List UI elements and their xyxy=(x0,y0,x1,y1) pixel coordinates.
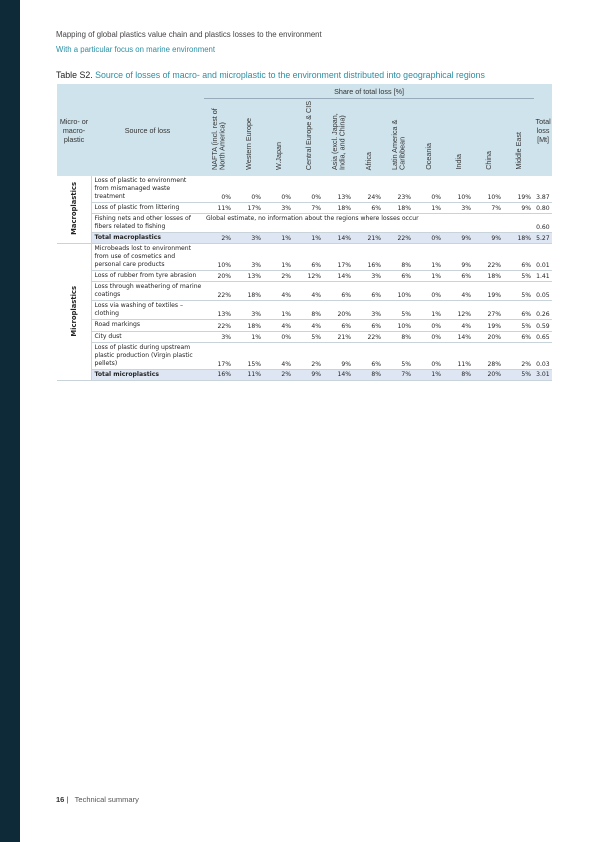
value-cell: 5% xyxy=(384,301,414,320)
value-cell: 22% xyxy=(354,331,384,342)
value-cell: 10% xyxy=(444,176,474,203)
region-header xyxy=(204,99,234,177)
total-value-cell: 2% xyxy=(264,369,294,380)
col-header-total: Total loss [Mt] xyxy=(534,84,552,176)
value-cell: 13% xyxy=(234,271,264,282)
region-header-label: Asia (excl. Japan, India, and China) xyxy=(330,113,347,170)
value-cell: 9% xyxy=(324,342,354,369)
total-cell: 0.65 xyxy=(534,331,552,342)
total-cell: 5.27 xyxy=(534,233,552,244)
value-cell: 4% xyxy=(444,320,474,331)
value-cell: 6% xyxy=(504,301,534,320)
region-header-label: Central Europe & CIS xyxy=(304,100,314,170)
value-cell: 19% xyxy=(474,282,504,301)
total-value-cell: 7% xyxy=(384,369,414,380)
source-cell: Microbeads lost to environment from use of cosmetics and personal care products xyxy=(91,244,204,271)
value-cell: 22% xyxy=(204,320,234,331)
table-row xyxy=(57,320,552,331)
source-cell: Loss of plastic to environment from mismanaged waste treatment xyxy=(91,176,204,203)
value-cell: 4% xyxy=(294,282,324,301)
region-header xyxy=(444,99,474,177)
total-cell: 0.80 xyxy=(534,203,552,214)
value-cell: 19% xyxy=(504,176,534,203)
value-cell: 15% xyxy=(234,342,264,369)
footer-separator: | xyxy=(66,795,69,804)
value-cell: 3% xyxy=(354,301,384,320)
value-cell: 18% xyxy=(324,203,354,214)
region-header-label: Latin America & Caribbean xyxy=(390,119,407,170)
source-cell: Loss through weathering of marine coatings xyxy=(91,282,204,301)
total-label: Total macroplastics xyxy=(91,233,204,244)
value-cell: 3% xyxy=(234,244,264,271)
value-cell: 16% xyxy=(354,244,384,271)
value-cell: 6% xyxy=(504,244,534,271)
value-cell: 21% xyxy=(324,331,354,342)
value-cell: 0% xyxy=(294,176,324,203)
total-row xyxy=(57,233,552,244)
value-cell: 9% xyxy=(444,244,474,271)
page-number: 16 xyxy=(56,795,65,804)
value-cell: 6% xyxy=(294,244,324,271)
total-cell: 0.59 xyxy=(534,320,552,331)
value-cell: 3% xyxy=(204,331,234,342)
value-cell: 0% xyxy=(414,176,444,203)
total-value-cell: 8% xyxy=(354,369,384,380)
total-cell: 0.01 xyxy=(534,244,552,271)
value-cell: 17% xyxy=(204,342,234,369)
value-cell: 23% xyxy=(384,176,414,203)
total-cell: 3.87 xyxy=(534,176,552,203)
running-header-title: Mapping of global plastics value chain and plastics losses to the environment xyxy=(56,30,322,39)
table-row xyxy=(57,331,552,342)
value-cell: 1% xyxy=(414,244,444,271)
region-header-label: W.Japan xyxy=(274,142,284,170)
total-value-cell: 22% xyxy=(384,233,414,244)
region-header-label: Africa xyxy=(364,151,374,170)
table-caption xyxy=(56,70,485,80)
total-value-cell: 5% xyxy=(504,369,534,380)
table-row xyxy=(57,271,552,282)
total-value-cell: 11% xyxy=(234,369,264,380)
value-cell: 4% xyxy=(264,282,294,301)
total-value-cell: 0% xyxy=(414,233,444,244)
total-value-cell: 9% xyxy=(474,233,504,244)
table-row xyxy=(57,282,552,301)
source-cell: Fishing nets and other losses of fibers related to fishing xyxy=(91,214,204,233)
value-cell: 0% xyxy=(264,331,294,342)
region-header xyxy=(354,99,384,177)
value-cell: 27% xyxy=(474,301,504,320)
value-cell: 1% xyxy=(234,331,264,342)
region-header xyxy=(234,99,264,177)
total-value-cell: 18% xyxy=(504,233,534,244)
page-footer xyxy=(56,795,139,804)
value-cell: 5% xyxy=(294,331,324,342)
value-cell: 11% xyxy=(444,342,474,369)
running-header-subtitle: With a particular focus on marine environment xyxy=(56,45,216,54)
source-cell: Loss of plastic from littering xyxy=(91,203,204,214)
caption-label: Table S2. xyxy=(56,70,93,80)
total-cell: 3.01 xyxy=(534,369,552,380)
total-value-cell: 20% xyxy=(474,369,504,380)
value-cell: 4% xyxy=(444,282,474,301)
region-header-label: Middle East xyxy=(514,132,524,170)
table-row xyxy=(57,203,552,214)
value-cell: 18% xyxy=(474,271,504,282)
value-cell: 3% xyxy=(354,271,384,282)
value-cell: 22% xyxy=(474,244,504,271)
region-header xyxy=(504,99,534,177)
value-cell: 10% xyxy=(384,320,414,331)
value-cell: 0% xyxy=(414,331,444,342)
value-cell: 28% xyxy=(474,342,504,369)
value-cell: 12% xyxy=(444,301,474,320)
value-cell: 20% xyxy=(474,331,504,342)
value-cell: 0% xyxy=(234,176,264,203)
total-value-cell: 16% xyxy=(204,369,234,380)
total-cell: 0.03 xyxy=(534,342,552,369)
total-value-cell: 1% xyxy=(414,369,444,380)
value-cell: 20% xyxy=(204,271,234,282)
total-cell: 0.05 xyxy=(534,282,552,301)
value-cell: 4% xyxy=(294,320,324,331)
table-row xyxy=(57,342,552,369)
value-cell: 13% xyxy=(324,176,354,203)
source-cell: Loss via washing of textiles – clothing xyxy=(91,301,204,320)
value-cell: 6% xyxy=(354,342,384,369)
share-header: Share of total loss [%] xyxy=(204,84,534,99)
value-cell: 6% xyxy=(324,282,354,301)
value-cell: 4% xyxy=(264,342,294,369)
value-cell: 10% xyxy=(204,244,234,271)
region-header-label: China xyxy=(484,151,494,170)
col-header-type: Micro- or macro- plastic xyxy=(57,84,91,176)
total-value-cell: 14% xyxy=(324,369,354,380)
value-cell: 20% xyxy=(324,301,354,320)
total-value-cell: 9% xyxy=(294,369,324,380)
region-header-label: NAFTA (incl. rest of North America) xyxy=(210,108,227,170)
value-cell: 0% xyxy=(414,342,444,369)
table-row xyxy=(57,176,552,203)
total-cell: 0.60 xyxy=(534,214,552,233)
region-header xyxy=(324,99,354,177)
value-cell: 14% xyxy=(444,331,474,342)
value-cell: 4% xyxy=(264,320,294,331)
group-label-cell xyxy=(57,176,91,244)
footer-text: Technical summary xyxy=(74,795,139,804)
value-cell: 22% xyxy=(204,282,234,301)
value-cell: 0% xyxy=(264,176,294,203)
source-cell: Road markings xyxy=(91,320,204,331)
value-cell: 6% xyxy=(324,320,354,331)
total-value-cell: 3% xyxy=(234,233,264,244)
value-cell: 24% xyxy=(354,176,384,203)
total-value-cell: 2% xyxy=(204,233,234,244)
col-header-source: Source of loss xyxy=(91,84,204,176)
total-cell: 1.41 xyxy=(534,271,552,282)
total-value-cell: 14% xyxy=(324,233,354,244)
value-cell: 12% xyxy=(294,271,324,282)
region-header-label: India xyxy=(454,154,464,170)
region-header xyxy=(264,99,294,177)
value-cell: 3% xyxy=(264,203,294,214)
value-cell: 7% xyxy=(474,203,504,214)
value-cell: 7% xyxy=(294,203,324,214)
region-header xyxy=(474,99,504,177)
value-cell: 6% xyxy=(444,271,474,282)
value-cell: 6% xyxy=(384,271,414,282)
value-cell: 5% xyxy=(504,320,534,331)
value-cell: 5% xyxy=(504,282,534,301)
total-value-cell: 9% xyxy=(444,233,474,244)
region-header-label: Western Europe xyxy=(244,118,254,170)
value-cell: 0% xyxy=(414,282,444,301)
value-cell: 18% xyxy=(234,282,264,301)
value-cell: 1% xyxy=(264,244,294,271)
total-value-cell: 1% xyxy=(264,233,294,244)
region-header xyxy=(294,99,324,177)
value-cell: 18% xyxy=(234,320,264,331)
value-cell: 18% xyxy=(384,203,414,214)
value-cell: 8% xyxy=(384,331,414,342)
total-value-cell: 8% xyxy=(444,369,474,380)
region-header-label: Oceania xyxy=(424,143,434,170)
total-cell: 0.26 xyxy=(534,301,552,320)
table-row xyxy=(57,301,552,320)
value-cell: 19% xyxy=(474,320,504,331)
value-cell: 6% xyxy=(354,282,384,301)
source-cell: Loss of rubber from tyre abrasion xyxy=(91,271,204,282)
region-header xyxy=(384,99,414,177)
total-value-cell: 1% xyxy=(294,233,324,244)
value-cell: 9% xyxy=(504,203,534,214)
value-cell: 5% xyxy=(504,271,534,282)
total-value-cell: 21% xyxy=(354,233,384,244)
value-cell: 3% xyxy=(444,203,474,214)
value-cell: 1% xyxy=(414,203,444,214)
group-label: Macroplastics xyxy=(69,182,78,236)
value-cell: 1% xyxy=(264,301,294,320)
value-cell: 14% xyxy=(324,271,354,282)
value-cell: 1% xyxy=(414,271,444,282)
side-bar xyxy=(0,0,20,842)
value-cell: 6% xyxy=(504,331,534,342)
value-cell: 6% xyxy=(354,320,384,331)
total-row xyxy=(57,369,552,380)
value-cell: 13% xyxy=(204,301,234,320)
value-cell: 2% xyxy=(264,271,294,282)
value-cell: 17% xyxy=(324,244,354,271)
table-row xyxy=(57,214,552,233)
region-header xyxy=(414,99,444,177)
table-row xyxy=(57,244,552,271)
caption-title: Source of losses of macro- and microplastic to the environment distributed into geographical regions xyxy=(95,70,485,80)
value-cell: 0% xyxy=(204,176,234,203)
value-cell: 3% xyxy=(234,301,264,320)
value-cell: 0% xyxy=(414,320,444,331)
value-cell: 10% xyxy=(474,176,504,203)
value-cell: 2% xyxy=(504,342,534,369)
value-cell: 1% xyxy=(414,301,444,320)
source-cell: Loss of plastic during upstream plastic production (Virgin plastic pellets) xyxy=(91,342,204,369)
group-label-cell xyxy=(57,244,91,380)
value-cell: 2% xyxy=(294,342,324,369)
total-label: Total microplastics xyxy=(91,369,204,380)
value-cell: 5% xyxy=(384,342,414,369)
value-cell: 10% xyxy=(384,282,414,301)
value-cell: 11% xyxy=(204,203,234,214)
loss-table xyxy=(57,84,552,381)
group-label: Microplastics xyxy=(69,285,78,337)
value-cell: 8% xyxy=(294,301,324,320)
source-cell: City dust xyxy=(91,331,204,342)
value-cell: 8% xyxy=(384,244,414,271)
value-cell: 6% xyxy=(354,203,384,214)
note-cell: Global estimate, no information about the regions where losses occur xyxy=(204,214,534,233)
value-cell: 17% xyxy=(234,203,264,214)
